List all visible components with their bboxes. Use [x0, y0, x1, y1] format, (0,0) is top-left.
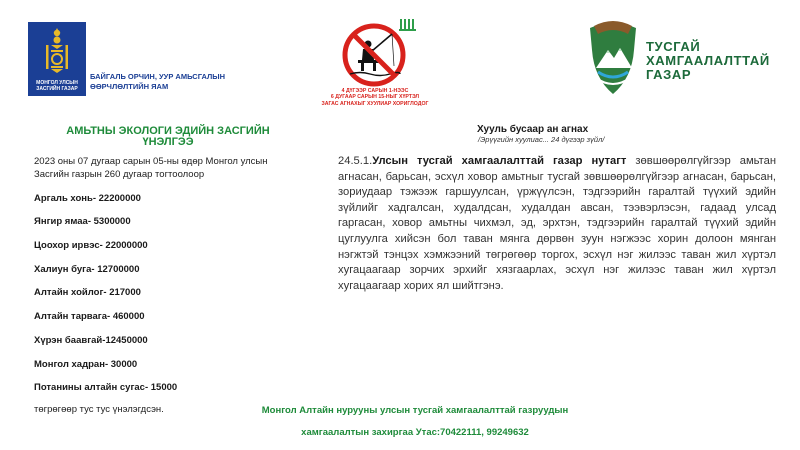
valuation-closing: төгрөгөөр тус тус үнэлэгдсэн. — [34, 404, 164, 416]
law-body — [338, 154, 776, 294]
law-source: /Эрүүгийн хуулиас... 24 дүгээр зүйл/ — [478, 135, 605, 144]
law-text: зөвшөөрөлгүйгээр амьтан агнасан, барьсан, эсхүл ховор амьтныг тусгай зөвшөөрөлгүйгээр агнасан, барьсан, зориудаар тэжээж гаршуулсан, үржүүлсэн, тэдгээрийн гаралтай түүхий эдийн зүйлийг хадгалсан, худалдсан, худалдан авсан, тээвэрлэсэн, гадаад улсад гаргасан, ховор амьтны чихмэл, эд, эрхтэн, тэдгээрийн гаралтай түүхий эдийн цуглуулга хийсэн бол таван мянга дөрвөн зуун нэгжээс хорин долоон мянган нэгжтэй тэнцэх хэмжээний төгрөгөөр торгох, эсхүл нэг жилээс таван жил хүртэл хугацаагаар зорчих эрхийг хязгаарлах, эсхүл нэг жилээс таван жил хүртэл хугацаагаар хорих ял шийтгэнэ. — [338, 155, 776, 292]
animal-value-item: Аргаль хонь- 22200000 — [34, 192, 141, 204]
law-title: Хууль бусаар ан агнах — [477, 124, 589, 135]
protected-area-logo — [584, 20, 774, 102]
animal-value-item: Халиун буга- 12700000 — [34, 263, 140, 275]
footer-contact — [180, 400, 650, 444]
eagle-mountain-emblem-icon — [584, 20, 642, 98]
animal-value-item: Янгир ямаа- 5300000 — [34, 216, 131, 228]
animal-value-item: Алтайн хойлог- 217000 — [34, 287, 141, 299]
law-lead: Улсын тусгай хамгаалалттай газар нутагт — [372, 155, 627, 167]
emblem-label: МОНГОЛ УЛСЫН ЗАСГИЙН ГАЗАР — [36, 80, 78, 92]
footer-phone: хамгаалалтын захиргаа Утас:70422111, 99249632 — [301, 427, 529, 438]
ministry-name: БАЙГАЛЬ ОРЧИН, УУР АМЬСГАЛЫН ӨӨРЧЛӨЛТИЙН ЯАМ — [90, 72, 226, 91]
ministry-header — [28, 22, 268, 102]
protected-area-name: ТУСГАЙ ХАМГААЛАЛТТАЙ ГАЗАР — [646, 39, 770, 82]
no-fishing-caption: 4 ДҮГЭЭР САРЫН 1-НЭЭС 6 ДУГААР САРЫН 15-НЫГ ХҮРТЭЛ ЗАГАС АГНАХЫГ ХУУЛИАР ХОРИГЛОДОГ — [321, 88, 429, 107]
animal-value-item: Цоохор ирвэс- 22000000 — [34, 240, 148, 252]
green-bars-icon — [399, 18, 417, 32]
footer-organization: Монгол Алтайн нурууны улсын тусгай хамгаалалттай газруудын — [261, 405, 569, 416]
animal-value-item: Хүрэн баавгай-12450000 — [34, 334, 148, 346]
law-article-number: 24.5.1. — [338, 155, 373, 167]
no-fishing-sign — [312, 20, 438, 112]
animal-value-item: Алтайн тарвага- 460000 — [34, 311, 145, 323]
valuation-section — [34, 126, 296, 416]
valuation-intro: 2023 оны 07 дугаар сарын 05-ны өдөр Монгол улсын Засгийн газрын 260 дугаар тогтоолоор — [34, 156, 268, 180]
soyombo-emblem-icon — [28, 22, 86, 96]
animal-value-item: Монгол хадран- 30000 — [34, 358, 138, 370]
animal-value-item: Потанины алтайн сугас- 15000 — [34, 382, 178, 394]
valuation-title: АМЬТНЫ ЭКОЛОГИ ЭДИЙН ЗАСГИЙН ҮНЭЛГЭЭ — [66, 125, 270, 148]
